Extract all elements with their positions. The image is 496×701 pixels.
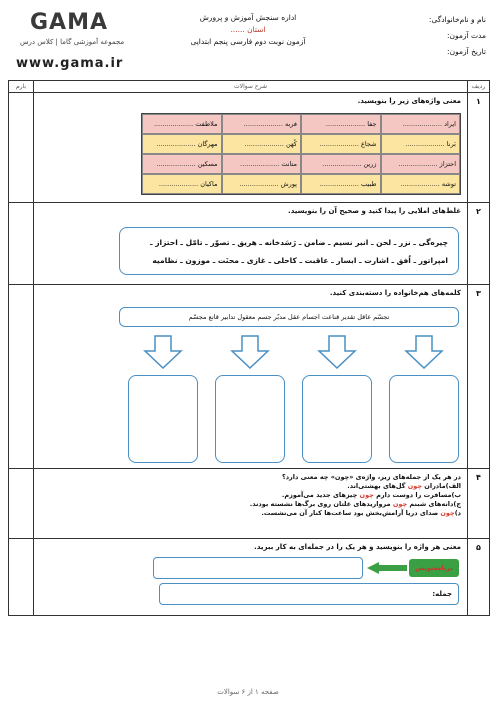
vocab-cell[interactable]: ماکیان ................... [142, 174, 222, 194]
answer-slot[interactable] [389, 375, 459, 463]
sentence-text: د) [454, 509, 461, 517]
word-bank: تجسّم عاقل تقدیر قناعت اجسام عقل مدبّر جسم معقول تدابیر قانع مجسّم [119, 307, 459, 327]
province-name: استان ...... [230, 25, 266, 34]
question-title: معنی واژه‌های زیر را بنویسید. [357, 97, 461, 105]
score-cell [9, 93, 33, 202]
down-arrow-icon [404, 335, 444, 369]
sentence-text: گل‌های بهشتی‌اند. [347, 482, 408, 490]
vocab-cell[interactable]: طبیب ................... [301, 174, 381, 194]
vocab-cell[interactable]: کُهَن ................... [222, 134, 302, 154]
down-arrow-icon [317, 335, 357, 369]
vocab-cell[interactable]: فربه ................... [222, 114, 302, 134]
question-number: ۳ [467, 285, 489, 468]
meaning-input[interactable] [153, 557, 363, 579]
highlight-word: چون [359, 491, 374, 499]
question-number: ۱ [467, 93, 489, 202]
sentence-text: ب)مسافرت را دوست دارم [373, 491, 461, 499]
question-title: در هر یک از جمله‌های زیر، واژه‌ی «چون» چه معنی دارد؟ [281, 473, 461, 481]
question-title: معنی هر واژه را بنویسید و هر یک را در جمله‌ای به کار ببرید. [254, 543, 461, 551]
exam-title: آزمون نوبت دوم فارسی پنجم ابتدایی [190, 37, 306, 46]
sentence-a [81, 482, 461, 491]
sentence-text: مرواریدهای غلتان روی برگ‌ها نشسته بودند. [249, 500, 393, 508]
question-body [33, 203, 467, 284]
spelling-box [119, 227, 459, 275]
student-fields [376, 12, 486, 60]
exam-title-block [158, 12, 338, 48]
question-title: کلمه‌های هم‌خانواده را دسته‌بندی کنید. [329, 289, 461, 297]
vocab-cell[interactable]: ایراد ................... [381, 114, 461, 134]
meaning-row [159, 557, 459, 579]
answer-slot[interactable] [215, 375, 285, 463]
sentence-input[interactable] [159, 583, 459, 605]
question-body [33, 539, 467, 615]
question-4-lines [81, 473, 461, 518]
question-number: ۲ [467, 203, 489, 284]
down-arrow-icon [143, 335, 183, 369]
sentence-c [81, 500, 461, 509]
sentence-b [81, 491, 461, 500]
vocab-cell[interactable]: مهرگان ................... [142, 134, 222, 154]
question-number: ۵ [467, 539, 489, 615]
dept-name: اداره سنجش آموزش و پرورش [199, 13, 297, 22]
question-row-2 [9, 203, 489, 285]
highlight-word: چون [440, 509, 455, 517]
question-row-1 [9, 93, 489, 203]
highlight-word: چون [392, 500, 408, 508]
header-desc: شرح سوالات [33, 81, 467, 92]
down-arrow-icon [230, 335, 270, 369]
table-header [9, 81, 489, 93]
score-cell [9, 203, 33, 284]
question-number: ۴ [467, 469, 489, 538]
answer-slot[interactable] [128, 375, 198, 463]
gama-logo [12, 10, 125, 72]
question-row-3 [9, 285, 489, 469]
question-row-4 [9, 469, 489, 539]
sentence-label: جمله: [432, 590, 452, 598]
answer-slot[interactable] [302, 375, 372, 463]
exam-header [8, 6, 490, 78]
highlight-word: چون [407, 482, 423, 490]
down-arrows [119, 333, 459, 373]
vocab-cell[interactable]: زرین ................... [301, 154, 381, 174]
vocab-cell[interactable]: پورش ................... [222, 174, 302, 194]
name-field[interactable]: نام و نام‌خانوادگی: [428, 15, 486, 24]
score-cell [9, 469, 33, 538]
left-arrow-icon [367, 562, 407, 574]
question-body [33, 469, 467, 538]
vocab-cell[interactable]: جفا ................... [301, 114, 381, 134]
vocab-cell[interactable]: متانت ................... [222, 154, 302, 174]
duration-field: مدت آزمون: [446, 31, 486, 40]
sentence-text: چیزهای جدید می‌آموزم. [281, 491, 360, 499]
word-tag: برنامه‌نویس [409, 559, 459, 577]
spelling-line-1: چیره‌گی ـ نزر ـ لحن ـ انبر نسیم ـ ضامن ـ رَسَدخانه ـ هریق ـ تصوّر ـ تامّل ـ احتزاز ـ [150, 238, 448, 247]
vocab-cell[interactable]: مسکین ................... [142, 154, 222, 174]
vocab-cell[interactable]: ملاطفت ................... [142, 114, 222, 134]
header-num: ردیف [467, 81, 489, 92]
exam-table [8, 80, 490, 616]
sentence-d [81, 509, 461, 518]
score-cell [9, 539, 33, 615]
sentence-text: الف)مادران [422, 482, 461, 490]
answer-slots [119, 375, 459, 463]
score-cell [9, 285, 33, 468]
sentence-text: ج)دانه‌های شبنم [407, 500, 461, 508]
logo-subtitle: مجموعه آموزشی گاما | کلاس درس [20, 38, 125, 46]
question-body [33, 93, 467, 202]
spelling-line-2: امپراتور ـ اُفق ـ اشارت ـ ابسار ـ عاقبت ـ کاحلی ـ غازی ـ محنَت ـ موزون ـ نظامیه [152, 256, 448, 265]
vocab-cell[interactable]: توشه ................... [381, 174, 461, 194]
date-field: تاریخ آزمون: [447, 47, 486, 56]
question-body [33, 285, 467, 468]
vocab-cell[interactable]: احتزاز ................... [381, 154, 461, 174]
vocab-grid [141, 113, 461, 195]
logo-url: www.gama.ir [16, 56, 124, 71]
header-score: بارم [15, 83, 27, 90]
question-row-5 [9, 539, 489, 615]
vocab-cell[interactable]: بَرنا ................... [381, 134, 461, 154]
page-footer: صفحه ۱ از ۶ سوالات [217, 688, 279, 696]
sentence-text: صدای دریا آرامش‌بخش بود ساعت‌ها کنار آن می‌نشست. [261, 509, 441, 517]
question-title: غلط‌های املایی را پیدا کنید و صحیح آن را بنویسید. [288, 207, 461, 215]
logo-mark: GAMA [30, 10, 109, 35]
vocab-cell[interactable]: شجاع ................... [301, 134, 381, 154]
